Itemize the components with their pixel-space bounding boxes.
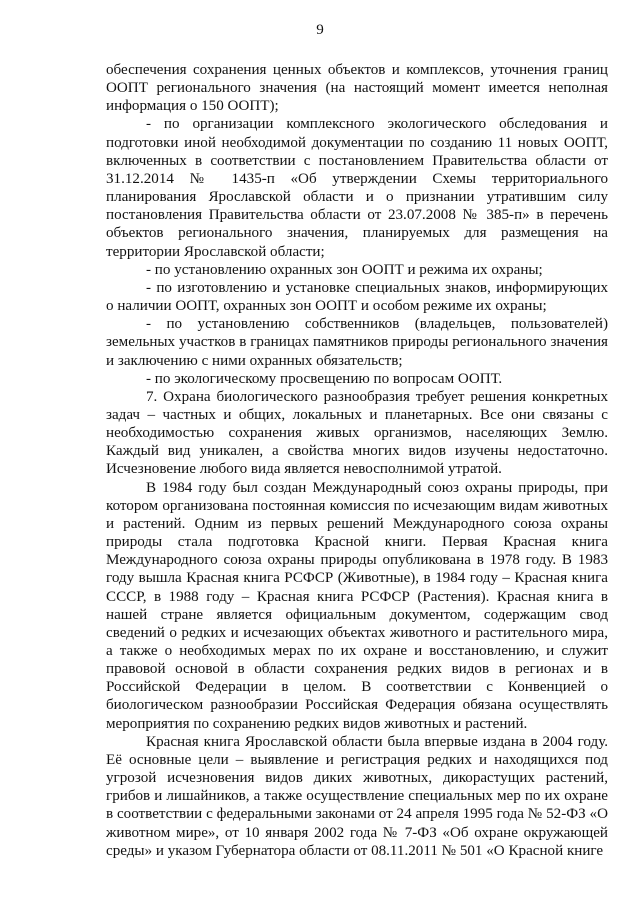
paragraph-5: - по установлению собственников (владельцев, пользователей) земельных участков в границах памятников природы регионального значения и заключению с ними охранных обязательств; [106, 316, 608, 369]
paragraph-1: обеспечения сохранения ценных объектов и комплексов, уточнения границ ООПТ регионального значения (на настоящий момент имеется неполная информация о 150 ООПТ); [106, 62, 608, 115]
paragraph-2: - по организации комплексного экологического обследования и подготовки иной необходимой документации по созданию 11 новых ООПТ, включенных в соответствии с постановлением Правительства области от 31.12.2014 № 1435-п «Об утверждении Схемы территориального планирования Ярославской области и о признании утратившим силу постановления Правительства области от 23.07.2008 № 385-п» в перечень объектов регионального значения, планируемых для размещения на территории Ярославской области; [106, 116, 608, 260]
paragraph-7: 7. Охрана биологического разнообразия требует решения конкретных задач – частных и общих, локальных и планетарных. Все они связаны с необходимостью сохранения живых организмов, населяющих Землю. Каждый вид уникален, а свойства многих видов изучены недостаточно. Исчезновение любого вида является невосполнимой утратой. [106, 388, 608, 478]
paragraph-8: В 1984 году был создан Международный союз охраны природы, при котором организована постоянная комиссия по исчезающим видам животных и растений. Одним из первых решений Международного союза охраны природы стала подготовка Красной книги. Первая Красная книга Международного союза охраны природы опубликована в 1978 году. В 1983 году вышла Красная книга РСФСР (Животные), в 1984 году – Красная книга СССР, в 1988 году – Красная книга РСФСР (Растения). Красная книга в нашей стране является официальным документом, содержащим свод сведений о редких и исчезающих объектах животного и растительного мира, а также о необходимых мерах по их охране и восстановлению, и служит правовой основой в области сохранения редких видов в регионах и в Российской Федерации в целом. В соответствии с Конвенцией о биологическом разнообразии Российская Федерация обязана осуществлять мероприятия по сохранению редких видов животных и растений. [106, 479, 608, 732]
body-text [106, 61, 608, 860]
paragraph-3: - по установлению охранных зон ООПТ и режима их охраны; [146, 261, 543, 278]
paragraph-9: Красная книга Ярославской области была впервые издана в 2004 году. Её основные цели – выявление и регистрация редких и находящихся под угрозой исчезновения видов диких животных, дикорастущих растений, грибов и лишайников, а также осуществление специальных мер по их охране в соответствии с федеральными законами от 24 апреля 1995 года № 52-ФЗ «О животном мире», от 10 января 2002 года № 7-ФЗ «Об охране окружающей среды» и указом Губернатора области от 08.11.2011 № 501 «О Красной книге [106, 733, 608, 859]
paragraph-4: - по изготовлению и установке специальных знаков, информирующих о наличии ООПТ, охранных зон ООПТ и особом режиме их охраны; [106, 279, 608, 315]
paragraph-6: - по экологическому просвещению по вопросам ООПТ. [146, 370, 503, 387]
page-number: 9 [316, 22, 324, 38]
